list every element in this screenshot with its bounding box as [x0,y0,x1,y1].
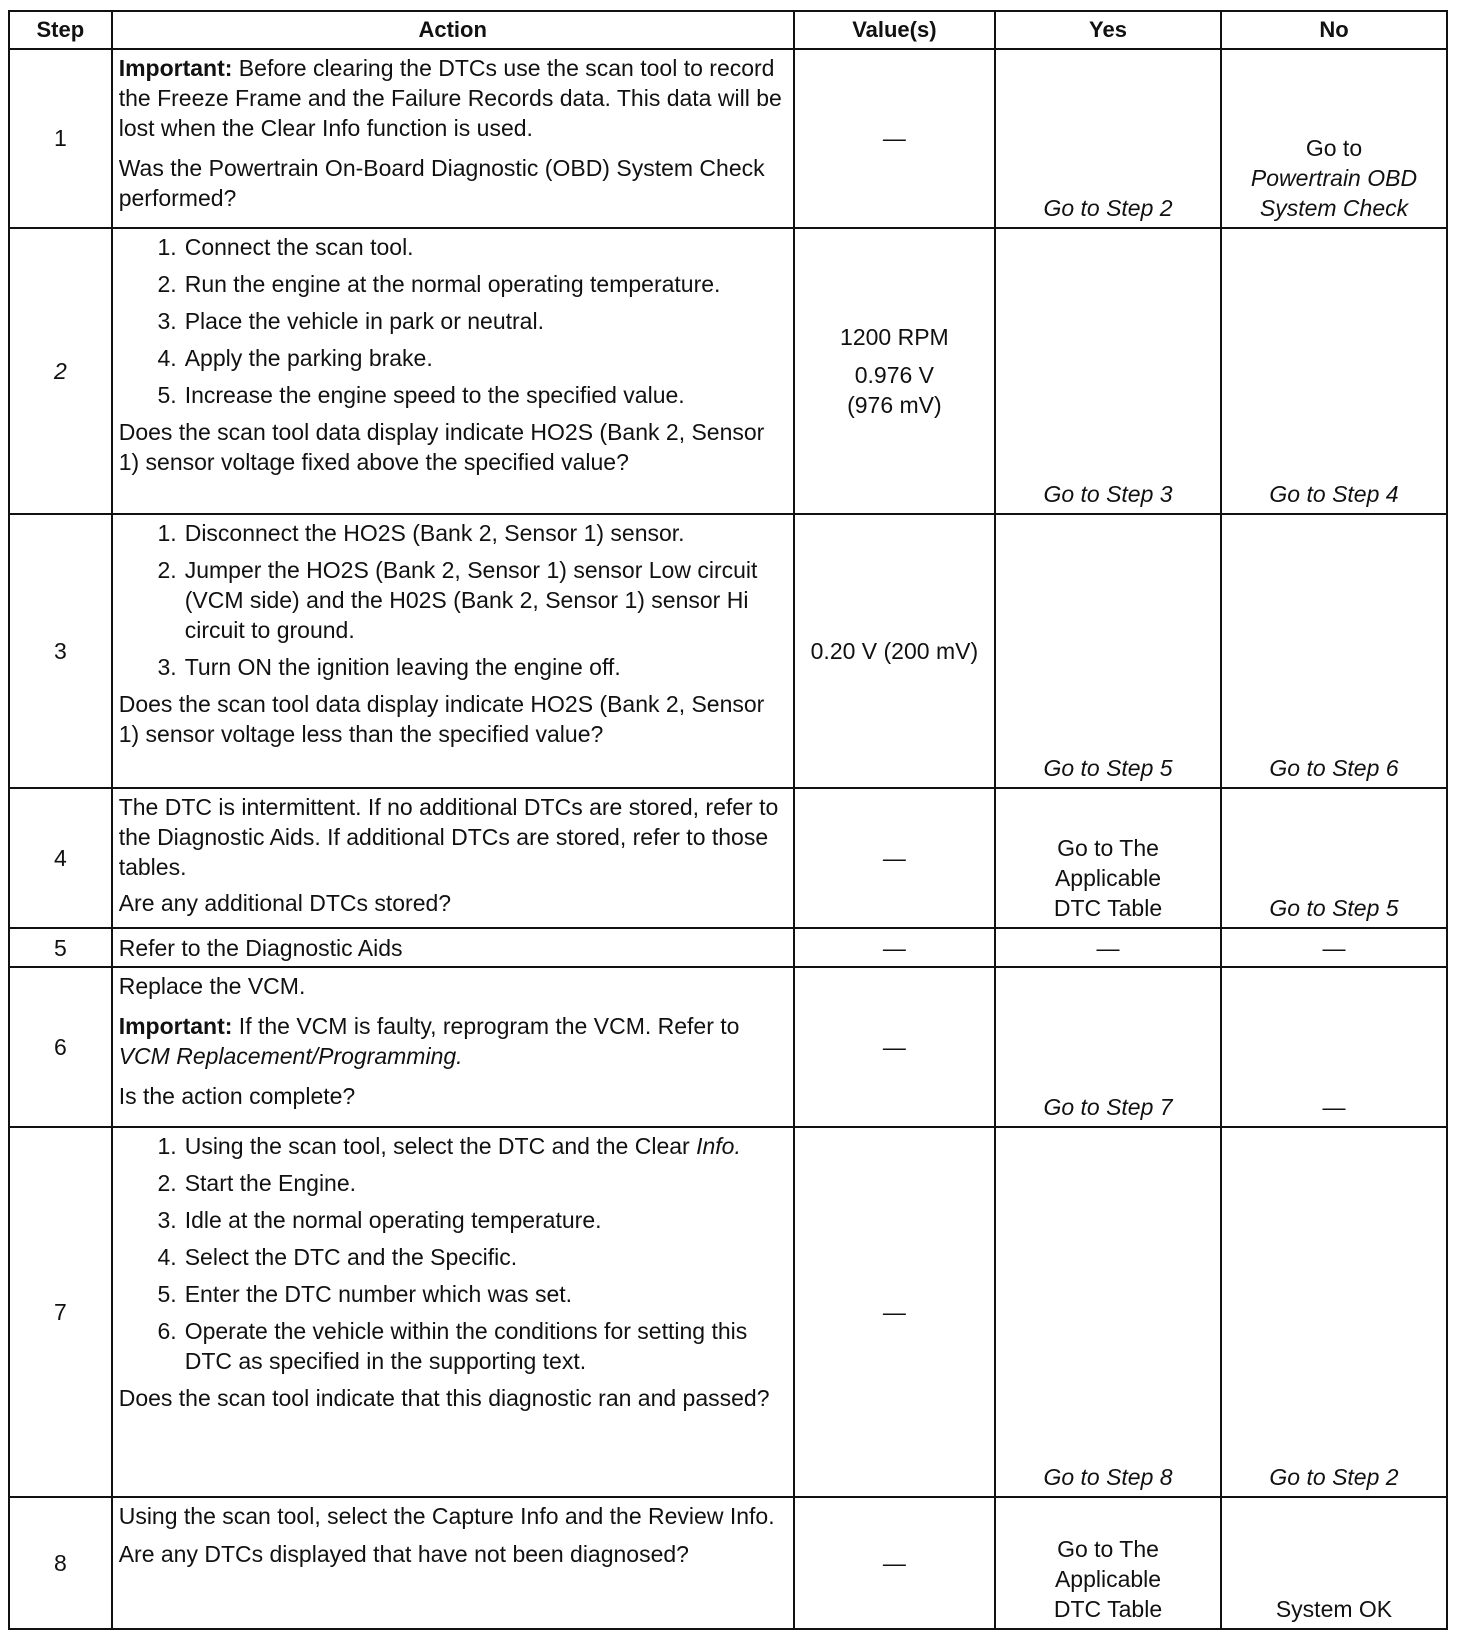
action-cell [112,514,794,788]
value-cell: 0.20 V (200 mV) [794,514,995,788]
yes-cell: Go to Step 7 [995,967,1221,1127]
yes-cell: Go to Step 2 [995,49,1221,228]
list-item: 5. Enter the DTC number which was set. [157,1281,573,1308]
action-text: Using the scan tool, select the Capture Info and the Review Info. [118,1502,775,1529]
question-text: Was the Powertrain On-Board Diagnostic (OBD) System Check performed? [118,155,765,211]
action-cell [112,49,794,228]
question-text: Are any additional DTCs stored? [118,890,452,917]
table-row-step-5 [9,928,1447,967]
value-cell: — [794,788,995,928]
table-row-step-4 [9,788,1447,928]
list-item: 2. Start the Engine. [157,1170,357,1197]
step-number: 8 [9,1497,112,1629]
header-action: Action [112,11,794,49]
no-link: Powertrain OBD System Check [1250,164,1418,221]
step-number: 5 [9,928,112,967]
action-cell [112,928,794,967]
important-text: If the VCM is faulty, reprogram the VCM. Refer to [232,1012,740,1039]
no-cell: System OK [1221,1497,1447,1629]
action-cell [112,228,794,514]
question-text: Is the action complete? [118,1082,356,1109]
value-cell: — [794,928,995,967]
step-number: 6 [9,967,112,1127]
list-item: 1. Using the scan tool, select the DTC and the Clear Info. [157,1133,741,1160]
no-cell: Go to Step 5 [1221,788,1447,928]
question-text: Does the scan tool data display indicate HO2S (Bank 2, Sensor 1) sensor voltage less than the specified value? [118,691,765,748]
list-item: 4. Select the DTC and the Specific. [157,1244,518,1271]
value-line: 1200 RPM [840,323,949,350]
action-cell [112,788,794,928]
yes-cell: Go to Step 8 [995,1127,1221,1497]
list-item: 1. Disconnect the HO2S (Bank 2, Sensor 1) sensor. [157,520,685,547]
action-text: Refer to the Diagnostic Aids [118,934,403,961]
table-row-step-7 [9,1127,1447,1497]
no-cell: — [1221,967,1447,1127]
vcm-replacement-link[interactable]: VCM Replacement/Programming. [118,1042,463,1069]
step-number: 1 [9,49,112,228]
list-item: 3. Turn ON the ignition leaving the engine off. [157,654,621,681]
header-no: No [1221,11,1447,49]
no-cell [1221,49,1447,228]
no-cell: Go to Step 6 [1221,514,1447,788]
action-text: The DTC is intermittent. If no additional DTCs are stored, refer to the Diagnostic Aids. If additional DTCs are stored, refer to those tables. [118,794,779,881]
yes-cell: Go to Step 3 [995,228,1221,514]
yes-cell: — [995,928,1221,967]
list-item: 3. Place the vehicle in park or neutral. [157,307,544,334]
value-line: 0.976 V [854,361,935,388]
header-row [9,11,1447,49]
no-cell: — [1221,928,1447,967]
yes-cell: Go to Step 5 [995,514,1221,788]
list-item: 3. Idle at the normal operating temperature. [157,1207,602,1234]
important-text: Before clearing the DTCs use the scan tool to record the Freeze Frame and the Failure Records data. This data will be lost when the Clear Info function is used. [118,55,782,141]
value-cell: — [794,49,995,228]
header-yes: Yes [995,11,1221,49]
list-item: 1. Connect the scan tool. [157,233,414,260]
table-row-step-3 [9,514,1447,788]
value-cell: — [794,1497,995,1629]
header-values: Value(s) [794,11,995,49]
action-cell [112,1497,794,1629]
question-text: Are any DTCs displayed that have not been diagnosed? [118,1540,689,1567]
list-item: 2. Jumper the HO2S (Bank 2, Sensor 1) sensor Low circuit (VCM side) and the H02S (Bank 2, Sensor 1) sensor Hi circuit to ground. [157,557,758,644]
yes-cell: Go to The Applicable DTC Table [995,788,1221,928]
value-line: (976 mV) [847,391,942,418]
list-item: 4. Apply the parking brake. [157,344,433,371]
table-row-step-8 [9,1497,1447,1629]
action-cell [112,1127,794,1497]
table-row-step-1 [9,49,1447,228]
step-number: 3 [9,514,112,788]
step-number: 7 [9,1127,112,1497]
action-text: Replace the VCM. [118,972,306,999]
value-cell: — [794,1127,995,1497]
no-cell: Go to Step 2 [1221,1127,1447,1497]
no-prefix: Go to [1305,134,1363,161]
action-cell [112,967,794,1127]
question-text: Does the scan tool data display indicate HO2S (Bank 2, Sensor 1) sensor voltage fixed above the specified value? [118,418,765,475]
header-step: Step [9,11,112,49]
important-label: Important: [118,1012,233,1039]
diagnostic-table [8,10,1448,1630]
table-row-step-6 [9,967,1447,1127]
list-item: 2. Run the engine at the normal operating temperature. [157,270,721,297]
important-label: Important: [118,55,233,81]
step-number: 4 [9,788,112,928]
value-cell: — [794,967,995,1127]
yes-cell: Go to The Applicable DTC Table [995,1497,1221,1629]
list-item: 5. Increase the engine speed to the specified value. [157,381,685,408]
value-cell [794,228,995,514]
list-item: 6. Operate the vehicle within the conditions for setting this DTC as specified in the supporting text. [157,1318,748,1375]
no-cell: Go to Step 4 [1221,228,1447,514]
question-text: Does the scan tool indicate that this diagnostic ran and passed? [118,1385,770,1412]
table-row-step-2 [9,228,1447,514]
step-number: 2 [9,228,112,514]
